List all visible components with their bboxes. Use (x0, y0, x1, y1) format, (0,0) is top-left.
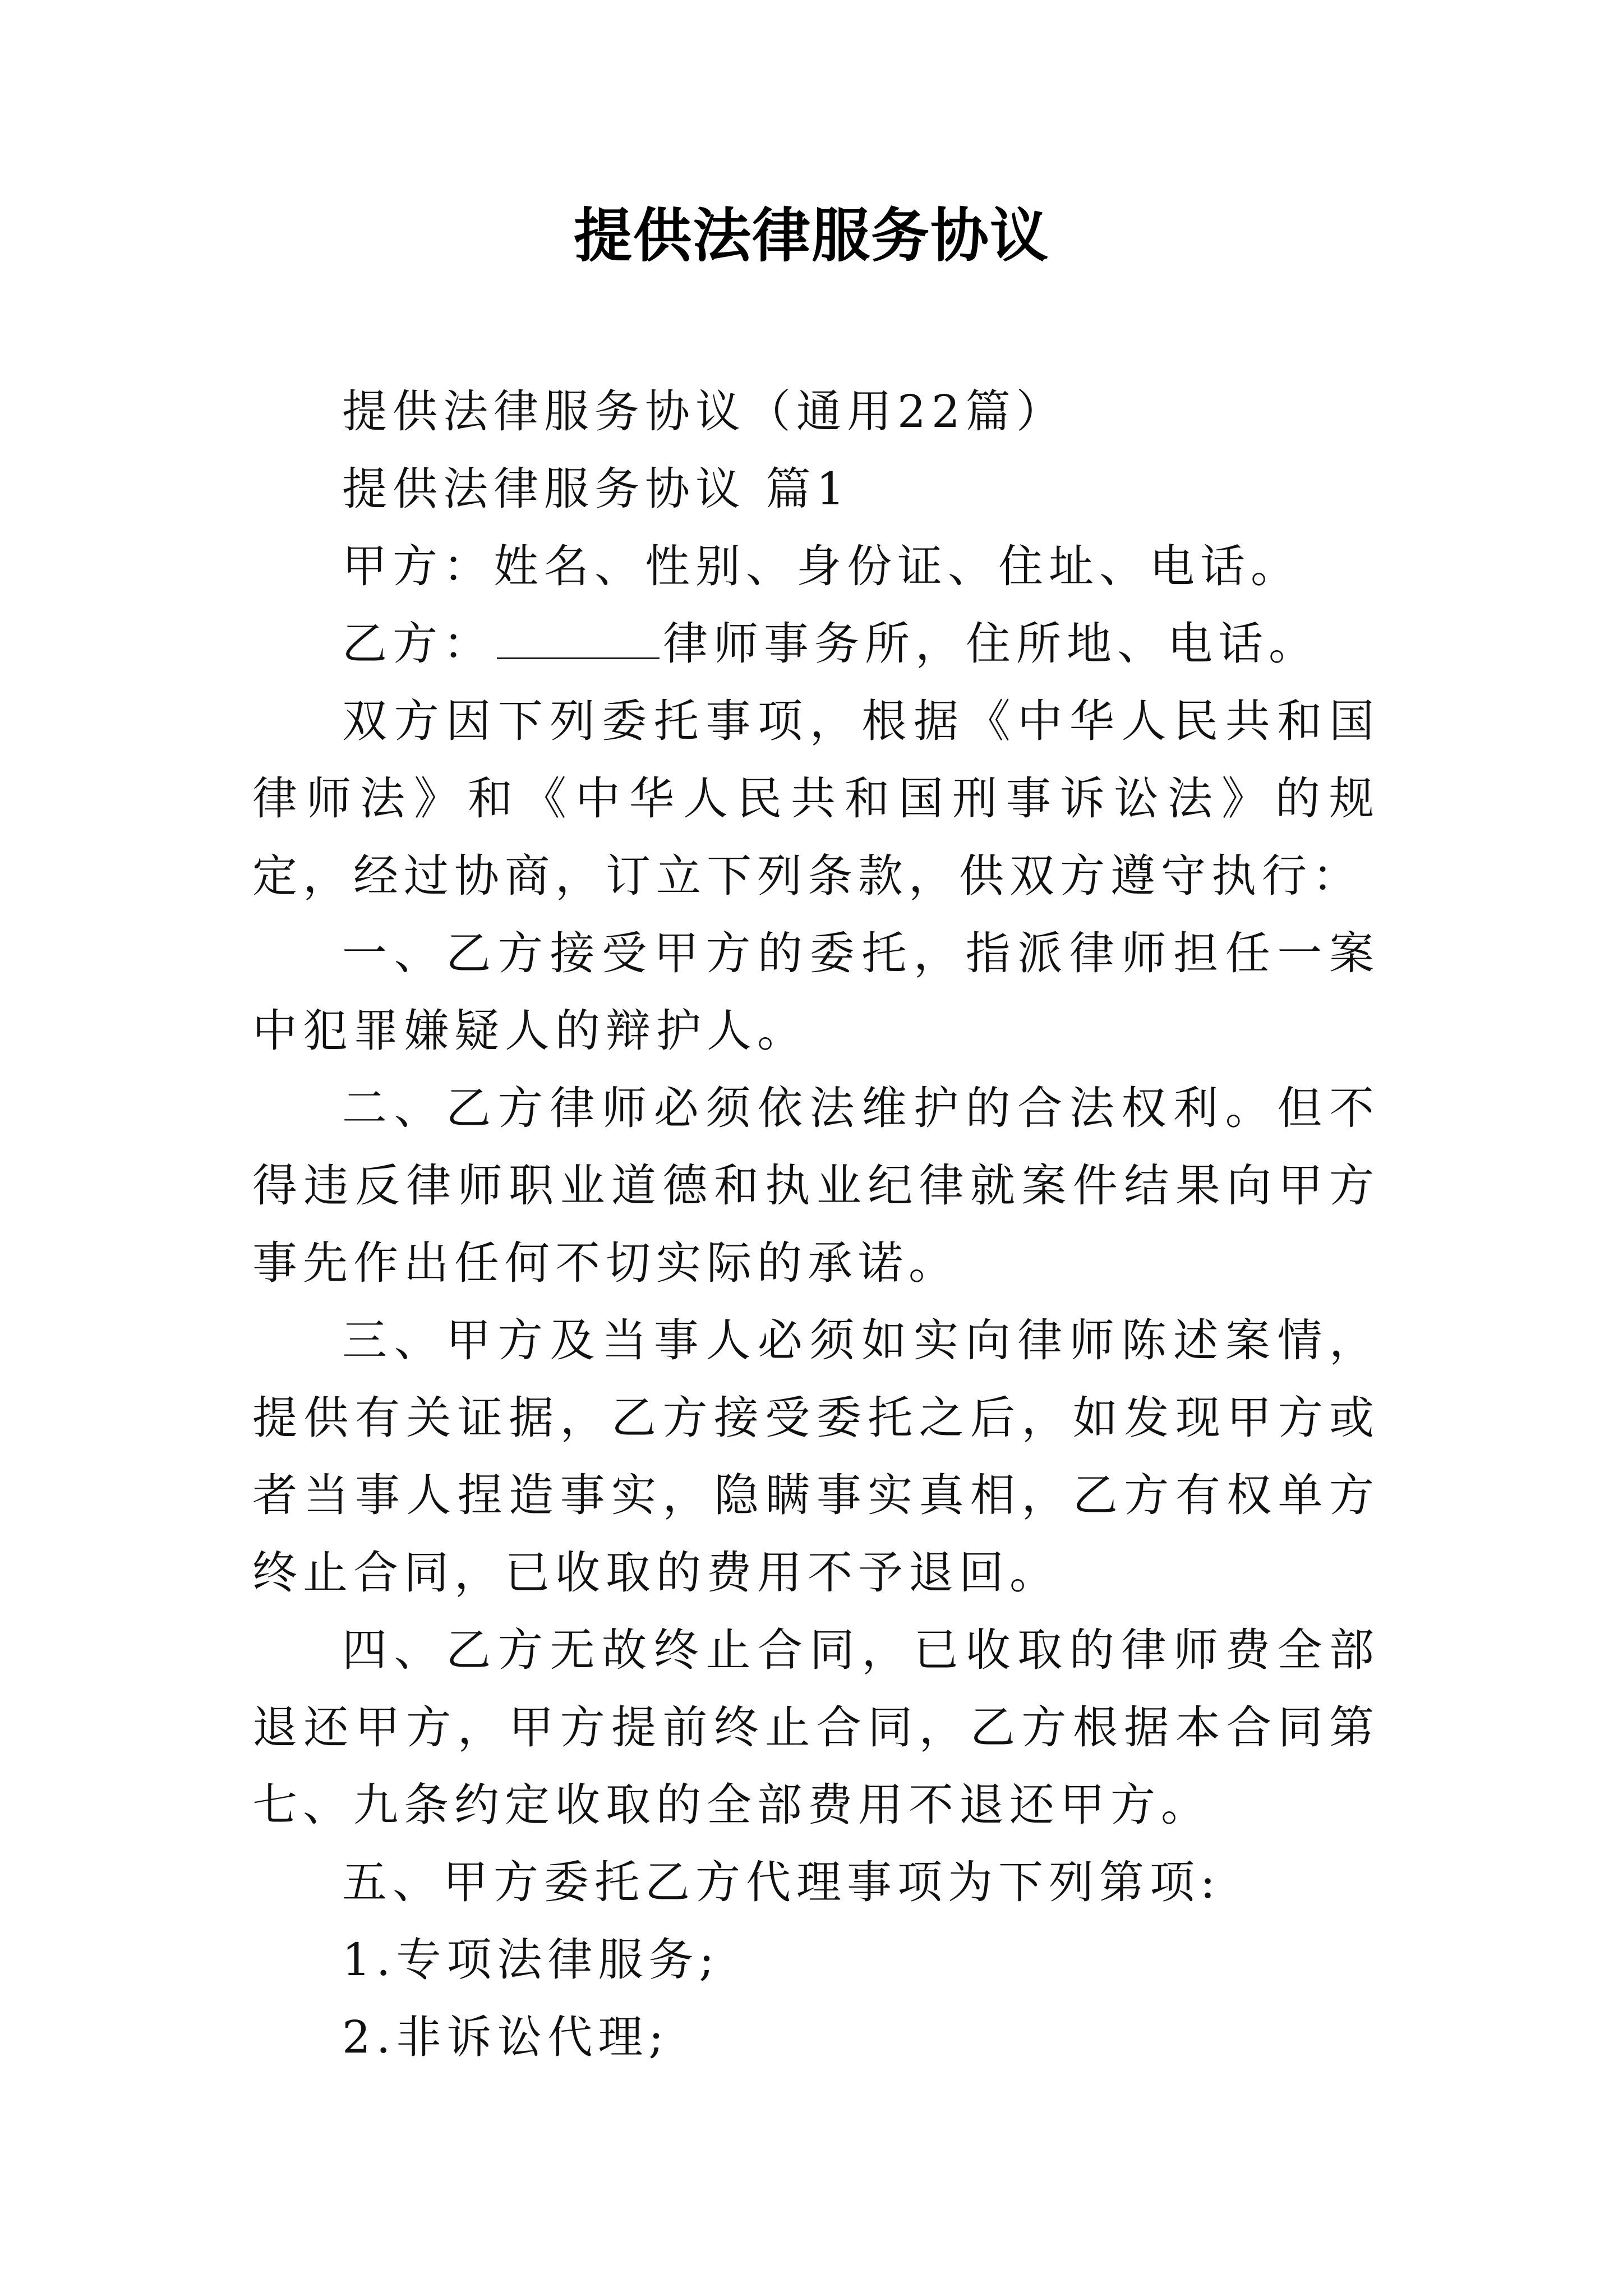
party-b-rest: 律师事务所，住所地、电话。 (663, 618, 1319, 670)
paragraph-subtitle: 提供法律服务协议（通用22篇） (342, 385, 1067, 438)
paragraph-clause-3: 三、甲方及当事人必须如实向律师陈述案情，提供有关证据，乙方接受委托之后，如发现甲方或者当事人捏造事实，隐瞒事实真相，乙方有权单方终止合同，已收取的费用不予退回。 (252, 1314, 1380, 1599)
paragraph-section-heading: 提供法律服务协议 篇1 (342, 463, 851, 515)
list-item-1: 1.专项法律服务; (342, 1934, 720, 1986)
document-title: 提供法律服务协议 (573, 201, 1049, 270)
party-b-blank-line (497, 613, 660, 659)
paragraph-clause-1: 一、乙方接受甲方的委托，指派律师担任一案中犯罪嫌疑人的辩护人。 (252, 927, 1380, 1057)
document-body (252, 373, 1380, 2076)
paragraph-clause-2: 二、乙方律师必须依法维护的合法权利。但不得违反律师职业道德和执业纪律就案件结果向甲方事先作出任何不切实际的承诺。 (252, 1082, 1380, 1289)
paragraph-party-b (252, 605, 1380, 683)
paragraph-preamble: 双方因下列委托事项，根据《中华人民共和国律师法》和《中华人民共和国刑事诉讼法》的规定，经过协商，订立下列条款，供双方遵守执行： (252, 695, 1380, 902)
list-item-2: 2.非诉讼代理; (342, 2011, 670, 2063)
party-b-label: 乙方： (342, 618, 494, 670)
paragraph-clause-5: 五、甲方委托乙方代理事项为下列第项: (342, 1856, 1221, 1908)
paragraph-clause-4: 四、乙方无故终止合同，已收取的律师费全部退还甲方，甲方提前终止合同，乙方根据本合同第七、九条约定收取的全部费用不退还甲方。 (252, 1624, 1380, 1831)
paragraph-party-a: 甲方：姓名、性别、身份证、住址、电话。 (342, 540, 1301, 592)
